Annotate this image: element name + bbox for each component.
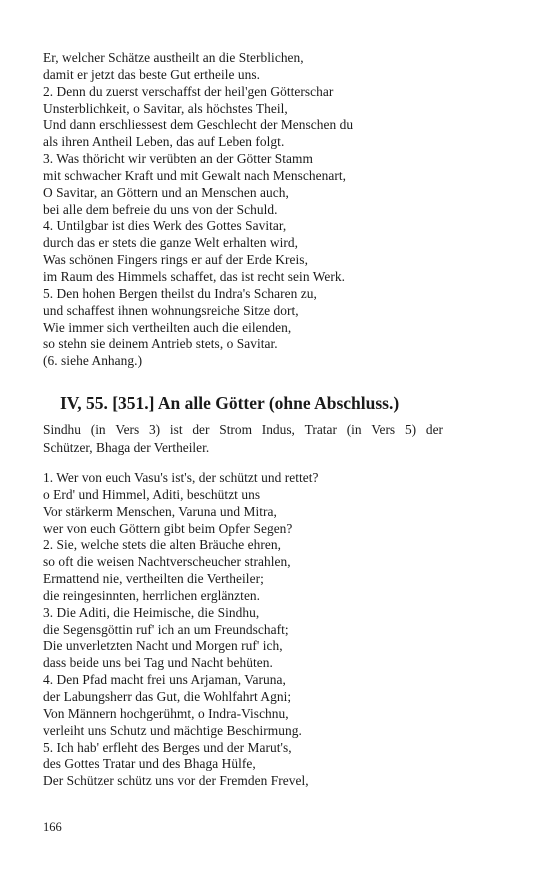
intro-word: Vers [115,422,140,437]
intro-word: 5) [404,422,417,437]
verse-line: Er, welcher Schätze austheilt an die Sterblichen, [43,50,304,65]
intro-word: Strom [219,422,252,437]
verse-line: Und dann erschliessest dem Geschlecht der Menschen du [43,117,354,133]
verse-line: 2. Denn du zuerst verschaffst der heil'gen Götterschar [43,83,334,99]
intro-word: Vers [371,422,396,437]
verse-line: Von Männern hochgerühmt, o Indra-Vischnu, [43,705,289,721]
intro-word: 3) [148,422,161,437]
verse-line: 5. Ich hab' erfleht des Berges und der Marut's, [43,739,292,755]
verse-line: als ihren Antheil Leben, das auf Leben folgt. [43,134,285,150]
verse-line: verleiht uns Schutz und mächtige Beschirmung. [43,722,302,738]
intro-paragraph [43,421,443,456]
verse-block-top [43,50,508,370]
verse-line: bei alle dem befreie du uns von der Schuld. [43,201,278,217]
verse-line: 5. Den hohen Bergen theilst du Indra's Scharen zu, [43,285,317,301]
intro-word: Sindhu [43,422,81,437]
verse-line: Wie immer sich vertheilten auch die eilenden, [43,319,292,335]
intro-word: ist [169,422,183,437]
verse-line: O Savitar, an Göttern und an Menschen auch, [43,184,289,200]
intro-word: der [192,422,210,437]
verse-line: (6. siehe Anhang.) [43,353,143,369]
intro-word: Indus, [261,422,295,437]
verse-line: 4. Den Pfad macht frei uns Arjaman, Varuna, [43,672,286,688]
verse-line: dass beide uns bei Tag und Nacht behüten. [43,655,273,671]
verse-line: Unsterblichkeit, o Savitar, als höchstes Theil, [43,100,288,116]
intro-word: (in [346,422,362,437]
verse-line: so stehn sie deinem Antrieb stets, o Savitar. [43,336,278,352]
verse-line: die Segensgöttin ruf' ich an um Freundschaft; [43,621,289,637]
verse-line: mit schwacher Kraft und mit Gewalt nach Menschenart, [43,167,347,183]
verse-line: und schaffest ihnen wohnungsreiche Sitze dort, [43,302,299,318]
intro-word: der [425,422,443,437]
verse-line: o Erd' und Himmel, Aditi, beschützt uns [43,486,261,502]
verse-line: Ermattend nie, vertheilten die Vertheiler; [43,571,264,587]
verse-line: 4. Untilgbar ist dies Werk des Gottes Savitar, [43,218,287,234]
intro-word: Tratar [304,422,337,437]
verse-line: Was schönen Fingers rings er auf der Erde Kreis, [43,252,308,268]
verse-block-bottom [43,470,508,790]
verse-line: durch das er stets die ganze Welt erhalten wird, [43,235,299,251]
verse-line: so oft die weisen Nachtverscheucher strahlen, [43,554,291,570]
verse-line: 2. Sie, welche stets die alten Bräuche ehren, [43,537,281,553]
section-title: IV, 55. [351.] An alle Götter (ohne Abschluss.) [60,393,400,413]
verse-line: Vor stärkerm Menschen, Varuna und Mitra, [43,503,277,519]
verse-line: damit er jetzt das beste Gut ertheile uns. [43,66,261,82]
verse-line: im Raum des Himmels schaffet, das ist recht sein Werk. [43,268,345,284]
verse-line: die reingesinnten, herrlichen erglänzten. [43,587,261,603]
verse-line: wer von euch Göttern gibt beim Opfer Segen? [43,520,293,536]
verse-line: Die unverletzten Nacht und Morgen ruf' ich, [43,638,283,654]
intro-line: Schützer, Bhaga der Vertheiler. [43,439,210,455]
intro-word: (in [90,422,106,437]
verse-line: Der Schützer schütz uns vor der Fremden Frevel, [43,773,309,789]
page-number: 166 [43,820,62,834]
verse-line: 1. Wer von euch Vasu's ist's, der schützt und rettet? [43,470,319,485]
verse-line: 3. Was thöricht wir verübten an der Götter Stamm [43,151,313,167]
intro-line-justified [43,421,443,439]
verse-line: des Gottes Tratar und des Bhaga Hülfe, [43,756,256,772]
verse-line: der Labungsherr das Gut, die Wohlfahrt Agni; [43,688,292,704]
verse-line: 3. Die Aditi, die Heimische, die Sindhu, [43,604,260,620]
